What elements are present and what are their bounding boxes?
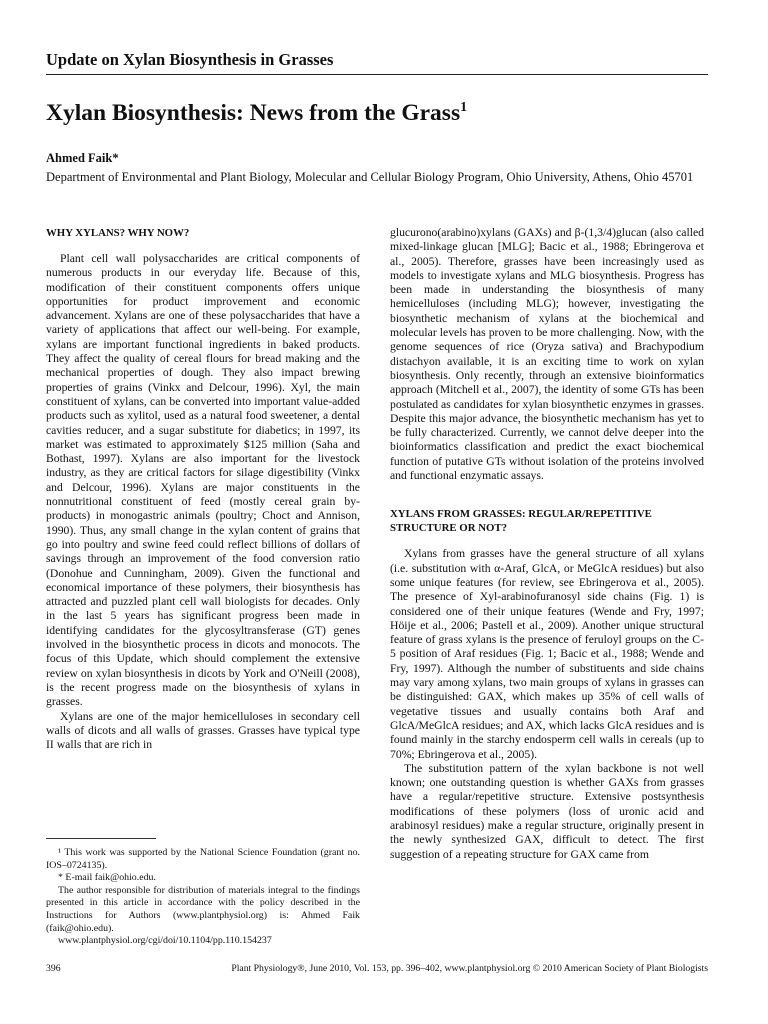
left-column [46,226,360,752]
footnotes [46,838,360,948]
footnote-funding: ¹ This work was supported by the National Science Foundation (grant no. IOS–0724135). [46,847,360,871]
article-title [46,94,706,127]
footnote-email[interactable]: * E-mail faik@ohio.edu. [58,872,156,884]
footnote-rule [46,838,156,839]
right-column [390,226,704,862]
paragraph: Xylans are one of the major hemicelluloses in secondary cell walls of dicots and all walls of grasses. Grasses have typical type II walls that are rich in [46,709,360,752]
header-rule [46,74,708,75]
footnote-doi-link[interactable]: www.plantphysiol.org/cgi/doi/10.1104/pp.110.154237 [58,935,272,947]
author-name: Ahmed Faik* [46,151,119,165]
section-header: Update on Xylan Biosynthesis in Grasses [46,50,334,69]
paragraph: Plant cell wall polysaccharides are critical components of numerous products in our everyday life. Because of this, modification of their constituent components offers unique opportunities for product improvement and economic advancement. Xylans are one of these polysaccharides that have a variety of applications that affect our well-being. For example, xylans are important functional ingredients in baked products. They affect the quality of cereal flours for bread making and the mechanical properties of dough. They also impact brewing properties of grains (Vinkx and Delcour, 1996). Xyl, the main constituent of xylans, can be converted into important value-added products such as xylitol, used as a natural food sweetener, a dental cavities reducer, and a sugar substitute for diabetics; in 1997, its market was estimated to approximately $125 million (Saha and Bothast, 1997). Xylans are also important for the livestock industry, as they are critical factors for silage digestibility (Vinkx and Delcour, 1996). Xylans are major constituents in the nonnutritional constituent of feed (mostly cereal grain by-products) in monogastric animals (poultry; Choct and Annison, 1990). Thus, any small change in the xylan content of grains that go into poultry and swine feed could reflect billions of dollars of savings through an improvement of the food conversion ratio (Donohue and Cunningham, 2009). Given the functional and economical importance of these polymers, their biosynthesis has attracted and puzzled plant cell wall biologists for decades. Only in the last 5 years has significant progress been made in identifying candidates for the glycosyltransferase (GT) genes involved in the biosynthetic process in dicots and monocots. The focus of this Update, which should complement the extensive review on xylan biosynthesis in dicots by York and O'Neill (2008), is the recent progress made on the biosynthesis of xylans in grasses. [46,252,360,709]
paragraph: Xylans from grasses have the general structure of all xylans (i.e. substitution with α-Araf, GlcA, or MeGlcA residues) but also some unique features (for review, see Ebringerova et al., 2005). The presence of Xyl-arabinofuranosyl side chains (Fig. 1) is considered one of their unique features (Wende and Fry, 1997; Höije et al., 2006; Pastell et al., 2009). Another unique structural feature of grass xylans is the presence of feruloyl groups on the C-5 position of Araf residues (Fig. 1; Bacic et al., 1988; Wende and Fry, 1997). Although the number of substituents and side chains may vary among xylans, two main groups of xylans in grasses can be distinguished: GAX, which makes up 35% of cell walls of vegetative tissues and usually contains both Araf and GlcA/MeGlcA residues; and AX, which lacks GlcA residues and is found mainly in the starchy endosperm cell walls in cereals (up to 70%; Ebringerova et al., 2005). [390,547,704,761]
title-footnote-mark: 1 [460,100,468,115]
page-number: 396 [46,963,61,974]
journal-citation: Plant Physiology®, June 2010, Vol. 153, pp. 396–402, www.plantphysiol.org © 2010 American Society of Plant Biologists [231,963,708,974]
section-heading-why-xylans: WHY XYLANS? WHY NOW? [46,227,190,239]
title-text: Xylan Biosynthesis: News from the Grass [46,99,461,126]
footnote-author-responsible: The author responsible for distribution of materials integral to the findings presented in this article in accordance with the policy described in the Instructions for Authors (www.plantphysiol.org) is: Ahmed Faik (faik@ohio.edu). [46,884,360,934]
paragraph: The substitution pattern of the xylan backbone is not well known; one outstanding question is whether GAXs from grasses have a regular/repetitive structure. Extensive postsynthesis modifications of these polymers (loss of uronic acid and arabinosyl residues) make a regular structure, originally present in the newly synthesized GAX, difficult to detect. The first suggestion of a repeating structure for GAX came from [390,761,704,861]
section-heading-xylans-from-grasses: XYLANS FROM GRASSES: REGULAR/REPETITIVE STRUCTURE OR NOT? [390,508,652,535]
paragraph: glucurono(arabino)xylans (GAXs) and β-(1,3/4)glucan (also called mixed-linkage glucan [MLG]; Bacic et al., 1988; Ebringerova et al., 2005). Therefore, grasses have been increasingly used as models to investigate xylans and MLG biosynthesis. Progress has been made in understanding the biosynthesis of many hemicelluloses (including MLG); however, investigating the biosynthetic mechanism of xylans at the biochemical and molecular levels has proven to be more challenging. Now, with the genome sequences of rice (Oryza sativa) and Brachypodium distachyon available, it is an exciting time to work on xylan biosynthesis. Only recently, through an extensive bioinformatics approach (Mitchell et al., 2007), the identity of some GTs has been postulated as candidates for xylan biosynthetic enzymes in grasses. Despite this major advance, the biosynthetic mechanism has yet to be fully characterized. Currently, we cannot delve deeper into the bioinformatics classification and predict the exact biochemical function of putative GTs without isolation of the proteins involved and functional enzymatic assays. [390,226,704,483]
author-affiliation: Department of Environmental and Plant Biology, Molecular and Cellular Biology Program, Ohio University, Athens, Ohio 45701 [46,170,694,184]
